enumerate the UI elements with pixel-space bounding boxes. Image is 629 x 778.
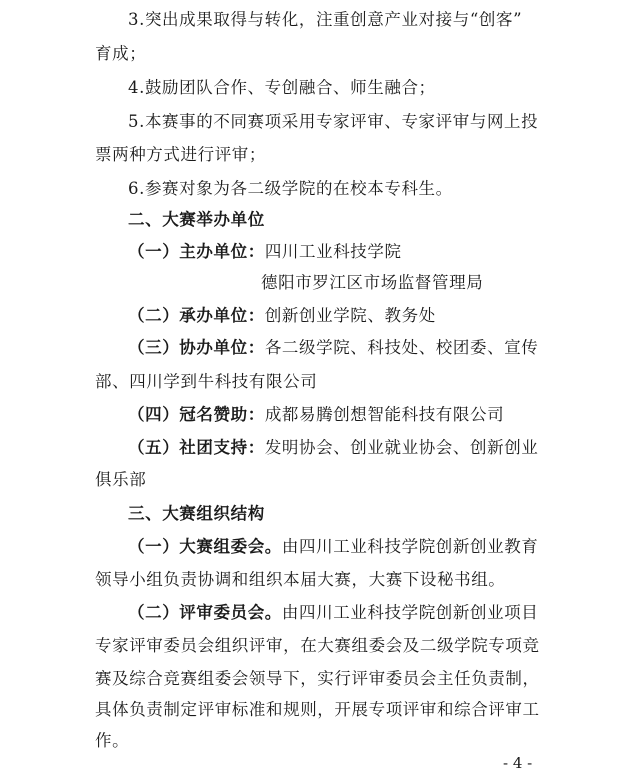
item-3-line-2: 育成； (95, 44, 147, 63)
jury-line-5: 作。 (95, 731, 130, 750)
sponsor-label: （四）冠名赞助： (128, 405, 265, 424)
club-label: （五）社团支持： (128, 438, 265, 457)
sponsor: 成都易腾创想智能科技有限公司 (264, 405, 505, 424)
organizer-row (128, 306, 436, 326)
jury-label: （二）评审委员会。 (128, 603, 282, 622)
club-line-1: 发明协会、创业就业协会、创新创业 (264, 438, 539, 457)
section-3-heading: 三、大赛组织结构 (128, 504, 265, 523)
jury-line-4: 具体负责制定评审标准和规则，开展专项评审和综合评审工 (95, 700, 540, 719)
item-6: 6.参赛对象为各二级学院的在校本专科生。 (128, 179, 453, 198)
co-organizer-row (128, 338, 538, 358)
item-5-line-2: 票两种方式进行评审； (95, 145, 266, 164)
organizer: 创新创业学院、教务处 (264, 306, 436, 325)
section-2-heading: 二、大赛举办单位 (128, 210, 265, 229)
committee-row (128, 537, 538, 557)
jury-line-1: 由四川工业科技学院创新创业项目 (281, 603, 539, 622)
organizer-label: （二）承办单位： (128, 306, 265, 325)
committee-line-1: 由四川工业科技学院创新创业教育 (281, 537, 539, 556)
sponsor-row (128, 405, 504, 425)
page-number: - 4 - (503, 754, 533, 772)
host-row (128, 242, 402, 262)
co-organizer-label: （三）协办单位： (128, 338, 265, 357)
item-4: 4.鼓励团队合作、专创融合、师生融合； (128, 78, 436, 97)
jury-line-3: 赛及综合竞赛组委会领导下，实行评审委员会主任负责制， (95, 669, 540, 688)
host-2: 德阳市罗江区市场监督管理局 (261, 273, 484, 292)
item-3-line-1: 3.突出成果取得与转化，注重创意产业对接与“创客” (128, 10, 523, 29)
co-organizer-line-1: 各二级学院、科技处、校团委、宣传 (264, 338, 539, 357)
host-label: （一）主办单位： (128, 242, 265, 261)
club-line-2: 俱乐部 (95, 470, 147, 489)
club-row (128, 438, 538, 458)
committee-label: （一）大赛组委会。 (128, 537, 282, 556)
co-organizer-line-2: 部、四川学到牛科技有限公司 (95, 372, 318, 391)
committee-line-2: 领导小组负责协调和组织本届大赛，大赛下设秘书组。 (95, 570, 506, 589)
jury-line-2: 专家评审委员会组织评审，在大赛组委会及二级学院专项竞 (95, 636, 540, 655)
host-1: 四川工业科技学院 (264, 242, 402, 261)
jury-row (128, 603, 538, 623)
item-5-line-1: 5.本赛事的不同赛项采用专家评审、专家评审与网上投 (128, 112, 539, 131)
